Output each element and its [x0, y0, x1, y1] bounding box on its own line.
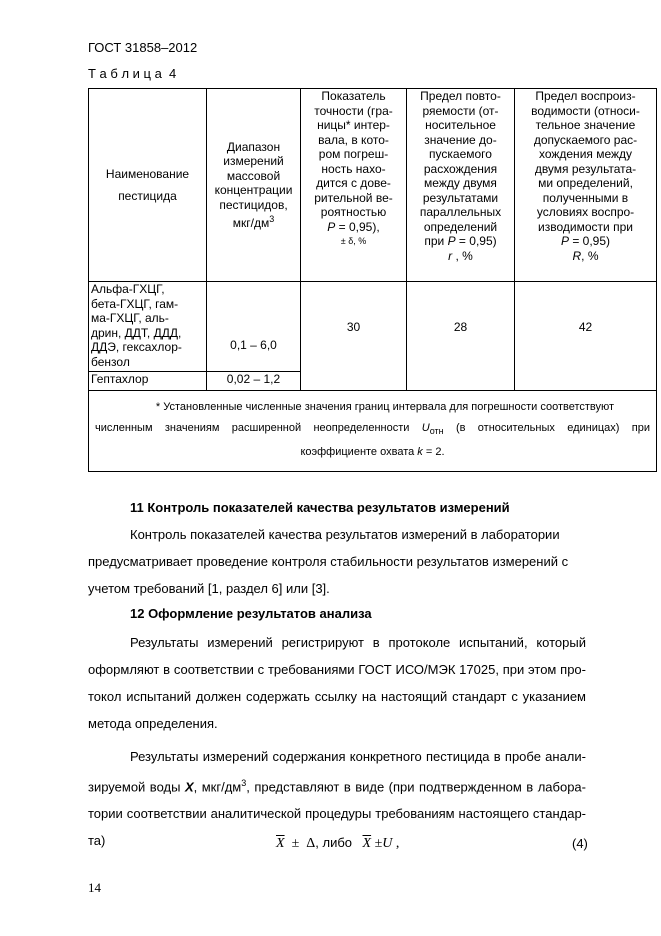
- header-text: рительной ве-: [314, 190, 393, 205]
- paragraph-text: предусматривает проведение контроля стабильности результатов измерений с: [88, 554, 569, 569]
- superscript: 3: [269, 214, 275, 224]
- cell-reproducibility: 42: [515, 282, 657, 391]
- header-text: ницы* интер-: [317, 118, 390, 132]
- cell-text: Альфа-ГХЦГ,: [91, 282, 165, 296]
- paragraph-text: та): [88, 833, 106, 849]
- header-text: определений: [423, 219, 498, 234]
- header-measurement-range: [207, 89, 301, 282]
- cell-text: дрин, ДДТ, ДДД,: [91, 325, 182, 340]
- paragraph: [88, 629, 586, 737]
- header-text: параллельных: [419, 205, 502, 219]
- footnote-text: коэффициенте охвата: [300, 446, 418, 459]
- header-text: концентрации: [214, 183, 293, 197]
- header-text: носительное: [425, 118, 496, 132]
- formula-text: ,: [395, 836, 400, 851]
- header-text: массовой: [226, 168, 281, 183]
- header-text: = 0,95),: [335, 219, 380, 234]
- header-text: ром погреш-: [318, 147, 389, 161]
- cell-text: бензол: [91, 354, 130, 369]
- header-text: мкг/дм: [232, 216, 270, 230]
- header-text: ми определений,: [538, 176, 633, 190]
- r-symbol: r: [448, 248, 453, 263]
- header-text: условиях воспро-: [536, 205, 635, 219]
- cell-pesticide-name: Гептахлор: [89, 372, 207, 391]
- p-symbol: P: [447, 234, 456, 248]
- table-row: [89, 282, 657, 372]
- plus-minus-symbol: ±: [374, 836, 383, 851]
- table-header-row: [89, 89, 657, 282]
- footnote-line: [95, 442, 650, 463]
- paragraph-text: зируемой воды: [88, 779, 185, 795]
- footnote-text: (в относительных единицах) при: [443, 422, 650, 434]
- plus-minus-symbol: ±: [291, 836, 300, 851]
- superscript: 3: [241, 778, 247, 788]
- paragraph-text: Результаты измерений содержания конкретного пестицида в пробе анали-: [130, 749, 586, 764]
- paragraph-text: Результаты измерений регистрируют в протоколе испытаний, который: [130, 635, 586, 650]
- formula-text: , либо: [315, 835, 353, 850]
- table-caption: Т а б л и ц а 4: [88, 66, 177, 81]
- header-text: точности (гра-: [314, 103, 393, 118]
- header-unit: ± δ, %: [340, 236, 367, 246]
- r-symbol: R: [572, 248, 582, 263]
- footnote-line: [95, 418, 650, 442]
- header-text: Предел воспроиз-: [535, 89, 636, 103]
- header-text: Диапазон: [226, 139, 281, 154]
- header-text: Показатель: [321, 89, 386, 103]
- header-text: допускаемого рас-: [533, 132, 638, 147]
- header-text: полученными в: [542, 190, 629, 205]
- footnote-text: численным значениям расширенной неопределенности: [95, 422, 422, 434]
- cell-text: ма-ГХЦГ, аль-: [91, 311, 169, 325]
- cell-repeatability: 28: [407, 282, 515, 391]
- x-symbol: X: [184, 779, 194, 795]
- paragraph-text: метода определения.: [88, 716, 218, 731]
- header-text: между двумя: [424, 176, 497, 190]
- header-unit: , %: [452, 248, 473, 263]
- section-12-heading: [88, 600, 586, 627]
- header-text: хождения между: [538, 147, 633, 161]
- header-unit: , %: [581, 248, 599, 263]
- header-text: = 0,95): [455, 234, 497, 248]
- header-text: двумя результата-: [534, 161, 637, 176]
- header-text: тельное значение: [535, 118, 636, 132]
- u-symbol: U: [421, 422, 430, 434]
- header-pesticide-name: [89, 89, 207, 282]
- header-reproducibility: [515, 89, 657, 282]
- x-mean-symbol: $\overline{X}$: [276, 836, 285, 851]
- header-text: при: [424, 234, 445, 248]
- header-text: вала, в кото-: [318, 132, 389, 147]
- u-symbol: U: [382, 836, 393, 851]
- header-text: ность нахо-: [321, 161, 386, 176]
- header-repeatability: [407, 89, 515, 282]
- header-text: измерений: [223, 154, 284, 168]
- paragraph-text: Контроль показателей качества результатов измерений в лаборатории: [130, 527, 560, 542]
- paragraph-text: , мкг/дм: [193, 779, 242, 795]
- header-text: значение до-: [424, 132, 497, 147]
- table-note-row: [89, 391, 657, 472]
- p-symbol: P: [327, 219, 336, 234]
- p-symbol: P: [560, 234, 569, 248]
- header-text: = 0,95): [568, 234, 611, 248]
- document-id: ГОСТ 31858–2012: [88, 40, 198, 55]
- footnote-text: = 2.: [422, 446, 445, 459]
- header-text: изводимости при: [538, 219, 633, 234]
- table-4: [88, 88, 657, 472]
- subscript: отн: [429, 426, 444, 437]
- section-11: [88, 494, 586, 602]
- header-text: Наименование: [105, 166, 190, 181]
- header-text: результатами: [422, 190, 499, 205]
- header-text: роятностью: [320, 205, 387, 219]
- cell-pesticide-name: [89, 282, 207, 372]
- formula-4: [276, 835, 399, 852]
- paragraph-text: оформляют в соответствии с требованиями ГОСТ ИСО/МЭК 17025, при этом про-: [88, 662, 586, 677]
- header-text: пестицида: [118, 189, 177, 203]
- delta-symbol: Δ: [306, 836, 316, 851]
- paragraph-text: тории соответствии аналитической процедуры требованиям настоящего стандар-: [88, 806, 586, 822]
- k-symbol: k: [417, 446, 423, 459]
- cell-text: бета-ГХЦГ, гам-: [91, 296, 179, 311]
- cell-text: ДДЭ, гексахлор-: [91, 340, 182, 354]
- cell-range: 0,02 – 1,2: [207, 372, 301, 391]
- page-number: 14: [88, 880, 101, 895]
- x-mean-symbol: $\overline{X}$: [362, 836, 372, 851]
- header-text: водимости (относи-: [531, 103, 640, 118]
- formula-number: (4): [572, 836, 588, 851]
- footnote-text: * Установленные численные значения границ интервала для погрешности соответствуют: [155, 401, 615, 413]
- header-text: ряемости (от-: [422, 103, 499, 118]
- header-text: пускаемого: [429, 147, 492, 161]
- heading-text: 12 Оформление результатов анализа: [130, 606, 372, 621]
- paragraph-text: токол испытаний должен содержать ссылку на настоящий стандарт с указанием: [88, 689, 586, 704]
- header-accuracy: [301, 89, 407, 282]
- cell-range: 0,1 – 6,0: [207, 282, 301, 372]
- cell-accuracy: 30: [301, 282, 407, 391]
- header-text: пестицидов,: [219, 197, 288, 212]
- section-12: [88, 600, 586, 854]
- paragraph: [88, 521, 586, 602]
- header-text: дится с дове-: [316, 176, 391, 190]
- header-text: Предел повто-: [420, 89, 501, 103]
- paragraph-text: учетом требований [1, раздел 6] или [3].: [88, 581, 330, 596]
- paragraph-text: , представляют в виде (при подтвержденном в лабора-: [246, 779, 586, 795]
- header-text: расхождения: [423, 161, 498, 176]
- table-footnote: [89, 391, 657, 472]
- heading-text: 11 Контроль показателей качества результатов измерений: [130, 500, 510, 515]
- section-11-heading: [88, 494, 586, 521]
